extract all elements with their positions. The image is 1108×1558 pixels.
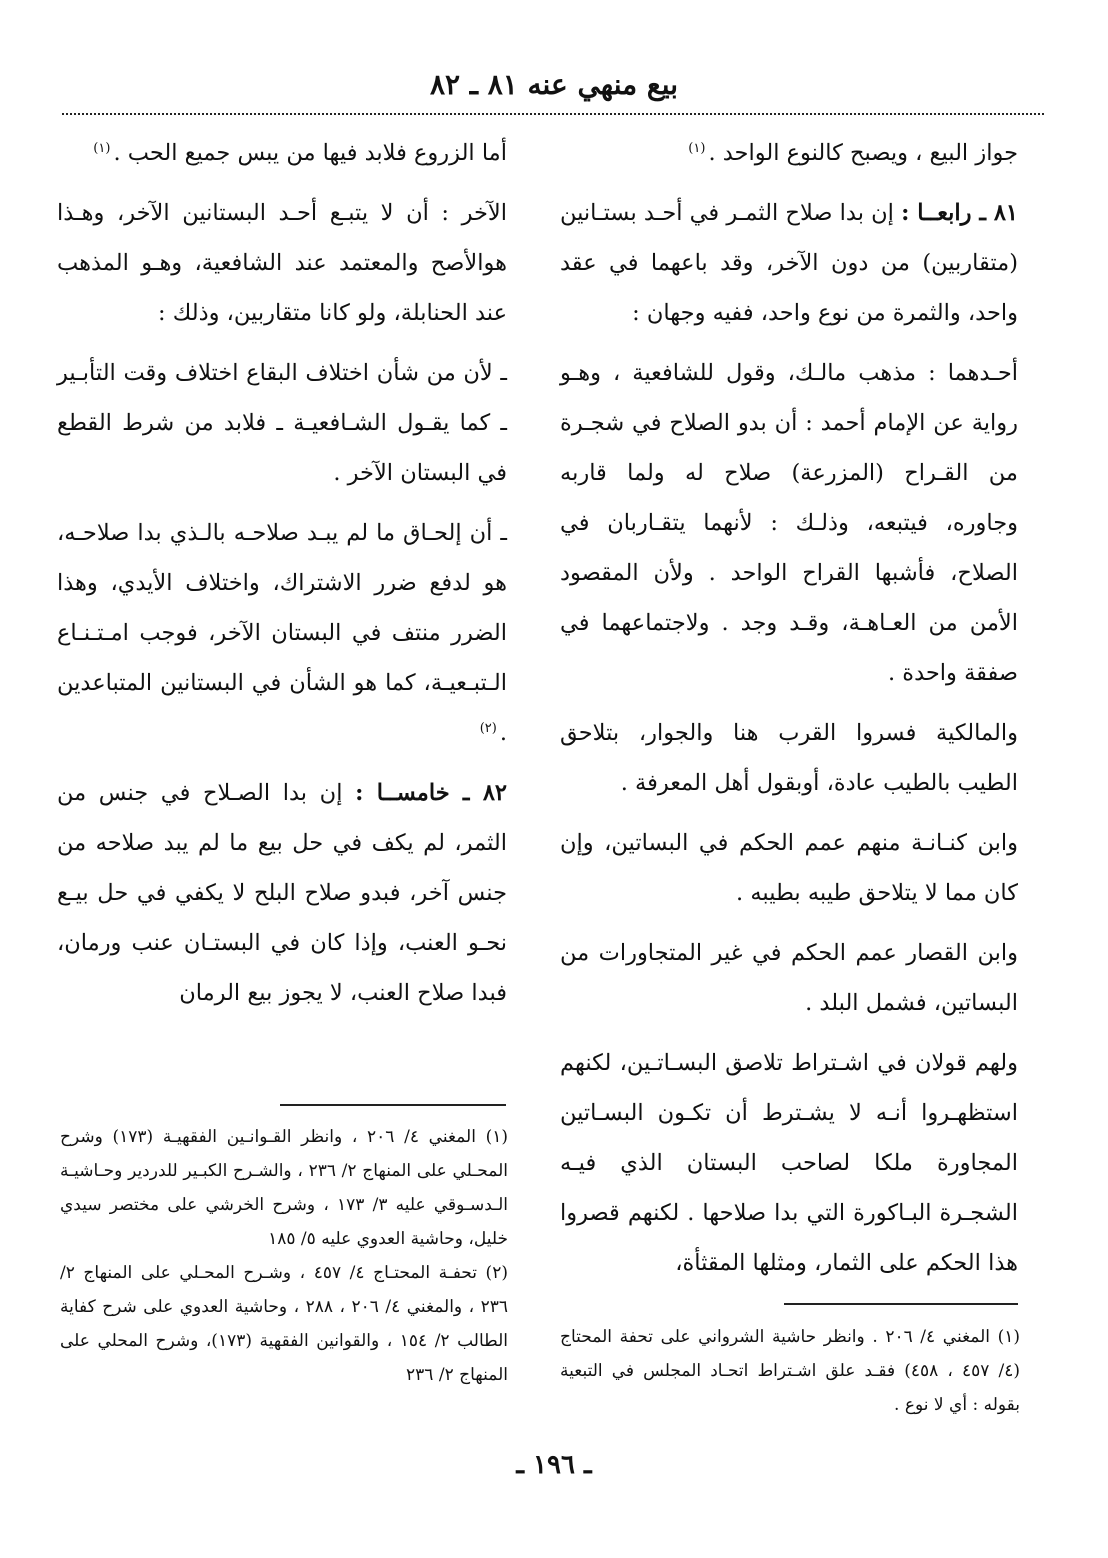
right-column bbox=[560, 128, 1018, 1298]
paragraph bbox=[560, 128, 1018, 178]
paragraph bbox=[57, 128, 507, 178]
paragraph bbox=[57, 348, 507, 498]
paragraph-text: إن بدا صلاح الثمـر في أحـد بستـانين (متقاربين) من دون الآخر، وقد باعهما في عقد واحد، والثمرة من نوع واحد، ففيه وجهان : bbox=[560, 200, 1018, 326]
paragraph-text: والمالكية فسروا القرب هنا والجوار، بتلاحق الطيب بالطيب عادة، أوبقول أهل المعرفة . bbox=[560, 720, 1018, 796]
paragraph bbox=[560, 1038, 1018, 1288]
paragraph-text: وابن كنـانـة منهم عمم الحكم في البساتين، وإن كان مما لا يتلاحق طيبه بطيبه . bbox=[560, 830, 1018, 906]
paragraph-text: ـ لأن من شأن اختلاف البقاع اختلاف وقت التأبـير ـ كما يقـول الشـافعيـة ـ فلابد من شرط القطع في البستان الآخر . bbox=[57, 360, 507, 486]
section-81 bbox=[560, 188, 1018, 338]
paragraph bbox=[57, 508, 507, 758]
paragraph-text: أما الزروع فلابد فيها من يبس جميع الحب . bbox=[113, 140, 507, 166]
section-heading: ٨٢ ـ خامســا : bbox=[355, 780, 507, 806]
paragraph-text: وابن القصار عمم الحكم في غير المتجاورات من البساتين، فشمل البلد . bbox=[560, 940, 1018, 1016]
paragraph bbox=[560, 818, 1018, 918]
paragraph-text: ولهم قولان في اشـتراط تلاصق البسـاتـين، لكنهم استظهـروا أنـه لا يشـترط أن تكـون البسـاتين المجاورة ملكا لصاحب البستان الذي فيـه الشجـرة البـاكورة التي بدا صلاحها . لكنهم قصروا هذا الحكم على الثمار، ومثلها المقثأة، bbox=[560, 1050, 1018, 1276]
footnote: (١) المغني ٤/ ٢٠٦ ، وانظر القـوانـين الفقهيـة (١٧٣) وشرح المحـلي على المنهاج ٢/ ٢٣٦ ، والشـرح الكبـير للدردير وحـاشيـة الـدسـوقي عليه ٣/ ١٧٣ ، وشرح الخرشي على مختصر سيدي خليل، وحاشية العدوي عليه ٥/ ١٨٥ bbox=[60, 1127, 509, 1249]
page-header bbox=[0, 68, 1108, 101]
paragraph bbox=[560, 348, 1018, 698]
footnote-ref: (١) bbox=[93, 140, 111, 156]
footnote-divider bbox=[784, 1303, 1018, 1305]
paragraph bbox=[560, 708, 1018, 808]
paragraph bbox=[560, 928, 1018, 1028]
footnote: (١) المغني ٤/ ٢٠٦ . وانظر حاشية الشرواني على تحفة المحتاج (٤/ ٤٥٧ ، ٤٥٨) فقـد علق اشـتراط اتحـاد المجلس في التبعية بقوله : أي لا نوع . bbox=[560, 1327, 1021, 1415]
paragraph-text: جواز البيع ، ويصبح كالنوع الواحد . bbox=[708, 140, 1018, 166]
footnotes-right bbox=[560, 1320, 1020, 1422]
footnotes-left bbox=[60, 1120, 508, 1392]
paragraph-text: إن بدا الصـلاح في جنس من الثمر، لم يكف في حل بيع ما لم يبد صلاحه من جنس آخر، فبدو صلاح البلح لا يكفي في حل بيـع نحـو العنب، وإذا كان في البستـان عنب ورمان، فبدا صلاح العنب، لا يجوز بيع الرمان bbox=[57, 780, 507, 1006]
header-title: بيع منهي عنه ٨١ ـ ٨٢ bbox=[429, 68, 679, 101]
footnote-ref: (٢) bbox=[479, 720, 497, 736]
footnote: (٢) تحفـة المحتـاج ٤/ ٤٥٧ ، وشـرح المحـلي على المنهاج ٢/ ٢٣٦ ، والمغني ٤/ ٢٠٦ ، ٢٨٨ ، وحاشية العدوي على شرح كفاية الطالب ٢/ ١٥٤ ، والقوانين الفقهية (١٧٣)، وشرح المحلي على المنهاج ٢/ ٢٣٦ bbox=[60, 1263, 509, 1385]
paragraph bbox=[57, 188, 507, 338]
paragraph-text: ـ أن إلحـاق ما لم يبـد صلاحـه بالـذي بدا صلاحـه، هو لدفع ضرر الاشتراك، واختلاف الأيدي، وهذا الضرر منتف في البستان الآخر، فوجب امـتـنـاع الـتبـعيـة، كما هو الشأن في البستانين المتباعدين . bbox=[57, 520, 507, 746]
footnote-ref: (١) bbox=[688, 140, 706, 156]
section-82 bbox=[57, 768, 507, 1018]
paragraph-text: أحـدهما : مذهب مالـك، وقول للشافعية ، وهـو رواية عن الإمام أحمد : أن بدو الصلاح في شجـرة من القـراح (المزرعة) صلاح له ولما قاربه وجاوره، فيتبعه، وذلـك : لأنهما يتقـاربان في الصلاح، فأشبها القراح الواحد . ولأن المقصود الأمن من العـاهـة، وقـد وجد . ولاجتماعهما في صفقة واحدة . bbox=[560, 360, 1018, 686]
page-number: ـ ١٩٦ ـ bbox=[516, 1450, 592, 1480]
header-divider bbox=[62, 113, 1044, 115]
footnote-divider bbox=[280, 1104, 506, 1106]
paragraph-text: الآخر : أن لا يتبـع أحـد البستانين الآخر، وهـذا هوالأصح والمعتمد عند الشافعية، وهـو المذهب عند الحنابلة، ولو كانا متقاربين، وذلك : bbox=[57, 200, 507, 326]
section-heading: ٨١ ـ رابعــا : bbox=[901, 200, 1018, 226]
left-column bbox=[57, 128, 507, 1028]
